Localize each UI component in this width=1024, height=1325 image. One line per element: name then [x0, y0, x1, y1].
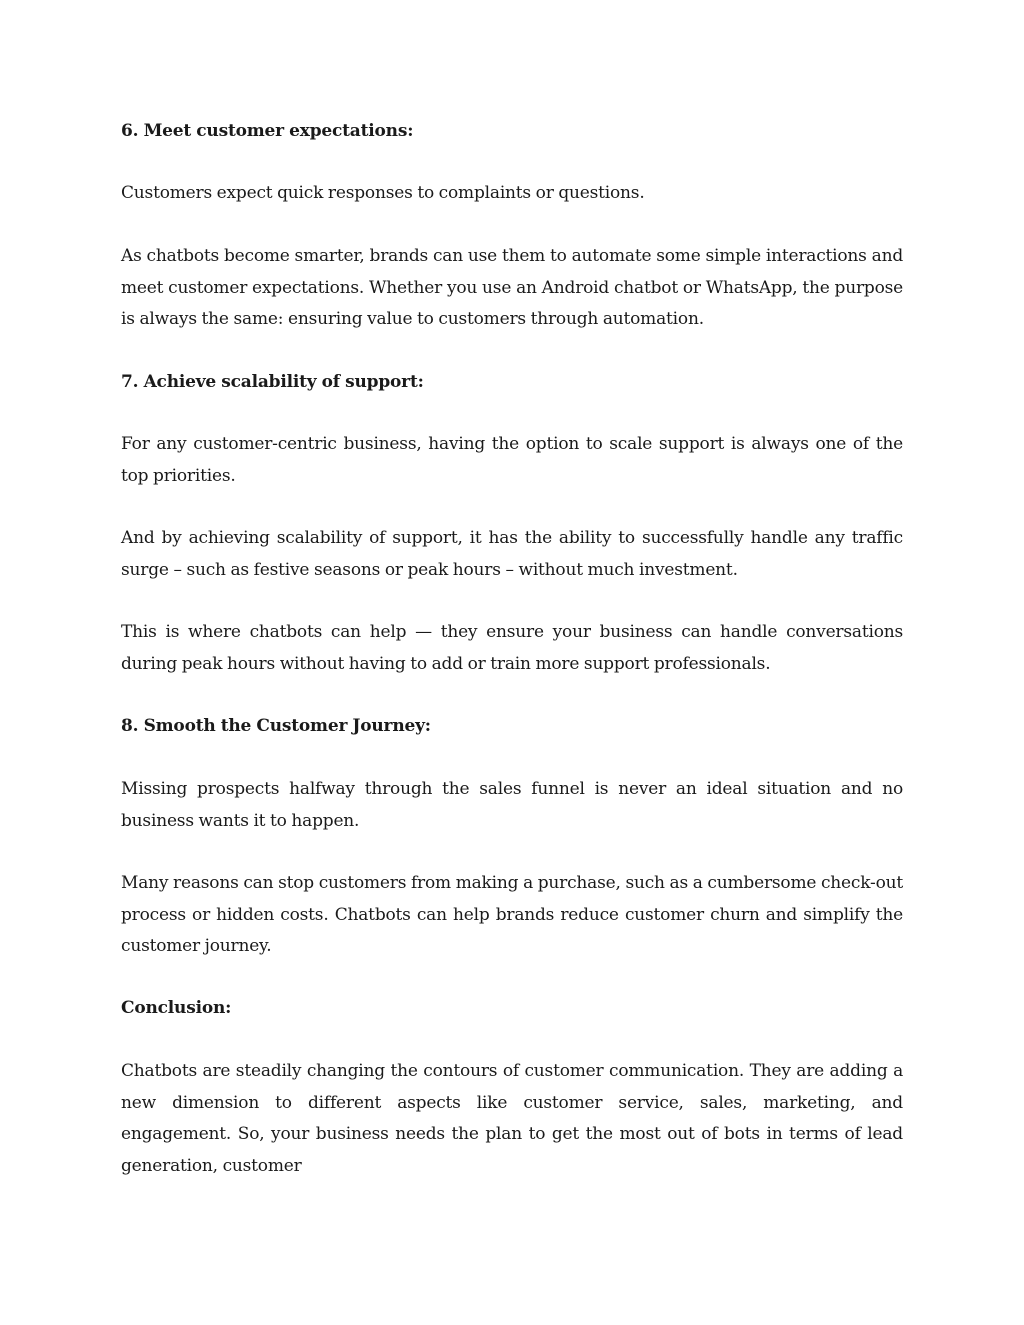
paragraph-conclusion: Chatbots are steadily changing the contours of customer communication. They are adding a new dimension to different aspects like customer service, sales, marketing, and engagement. So, your business needs the plan to get the most out of bots in terms of lead generation, customer: [121, 1061, 903, 1176]
paragraph-traffic-surge: And by achieving scalability of support, it has the ability to successfully handle any traffic surge – such as festive seasons or peak hours – without much investment.: [121, 528, 903, 580]
section-heading-meet-expectations: 6. Meet customer expectations:: [121, 121, 414, 141]
paragraph-quick-responses: Customers expect quick responses to complaints or questions.: [121, 183, 645, 203]
paragraph-customer-centric: For any customer-centric business, having the option to scale support is always one of the top priorities.: [121, 434, 903, 486]
paragraph-chatbots-smarter: As chatbots become smarter, brands can use them to automate some simple interactions and meet customer expectations. Whether you use an Android chatbot or WhatsApp, the purpose is always the same: ensuring value to customers through automation.: [121, 246, 903, 329]
section-heading-conclusion: Conclusion:: [121, 998, 232, 1018]
paragraph-chatbots-help: This is where chatbots can help — they ensure your business can handle conversations during peak hours without having to add or train more support professionals.: [121, 622, 903, 674]
paragraph-many-reasons: Many reasons can stop customers from making a purchase, such as a cumbersome check-out process or hidden costs. Chatbots can help brands reduce customer churn and simplify the customer journey.: [121, 873, 903, 956]
paragraph-missing-prospects: Missing prospects halfway through the sales funnel is never an ideal situation and no business wants it to happen.: [121, 779, 903, 831]
section-heading-customer-journey: 8. Smooth the Customer Journey:: [121, 716, 431, 736]
section-heading-scalability: 7. Achieve scalability of support:: [121, 372, 424, 392]
